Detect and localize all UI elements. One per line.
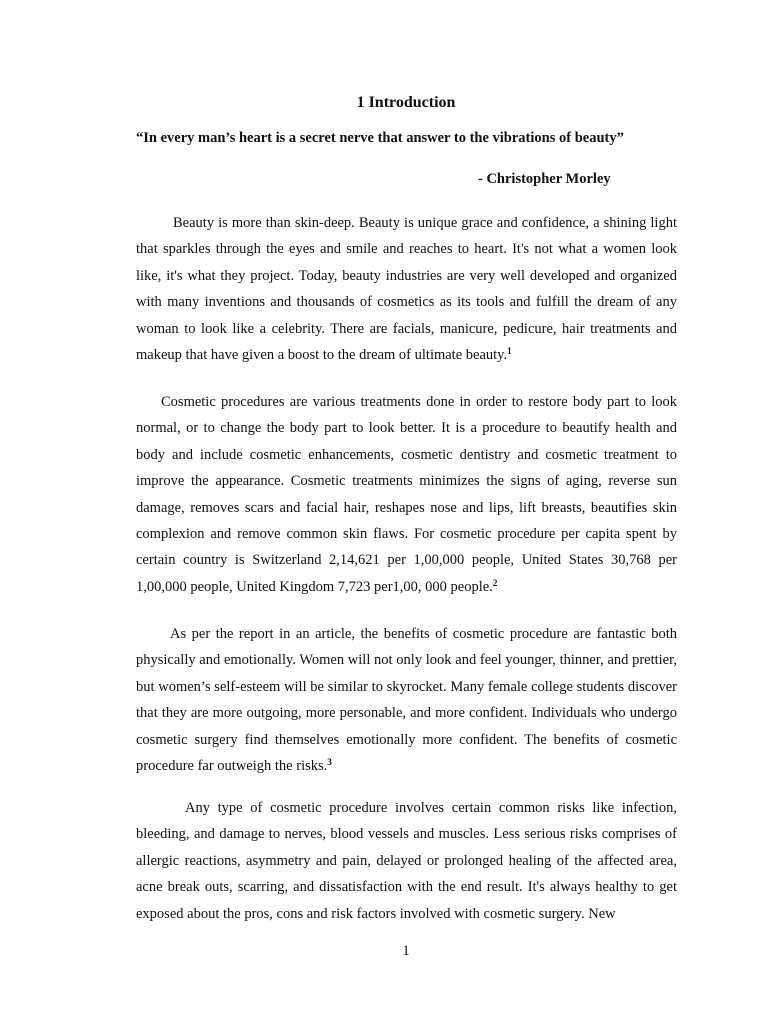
footnote-marker: 1 (507, 346, 512, 357)
body-paragraph-4 (136, 795, 677, 927)
epigraph-attribution: - Christopher Morley (478, 171, 611, 187)
paragraph-text: Beauty is more than skin-deep. Beauty is unique grace and confidence, a shining light that sparkles through the eyes and smile and reaches to heart. It's not what a women look like, it's what they project. Today, beauty industries are very well developed and organized with many inventions and thousands of cosmetics as its tools and fulfill the dream of any woman to look like a celebrity. There are facials, manicure, pedicure, hair treatments and makeup that have given a boost to the dream of ultimate beauty. (136, 215, 677, 364)
body-paragraph-2 (136, 389, 677, 600)
section-heading: 1 Introduction (356, 94, 456, 111)
paragraph-text: As per the report in an article, the benefits of cosmetic procedure are fantastic both physically and emotionally. Women will not only look and feel younger, thinner, and prettier, but women’s self-esteem will be similar to skyrocket. Many female college students discover that they are more outgoing, more personable, and more confident. Individuals who undergo cosmetic surgery find themselves emotionally more confident. The benefits of cosmetic procedure far outweigh the risks. (136, 626, 677, 775)
epigraph-quote: “In every man’s heart is a secret nerve that answer to the vibrations of beauty” (136, 130, 624, 146)
footnote-marker: 2 (492, 577, 498, 588)
paragraph-text: Any type of cosmetic procedure involves certain common risks like infection, bleeding, and damage to nerves, blood vessels and muscles. Less serious risks comprises of allergic reactions, asymmetry and pain, delayed or prolonged healing of the affected area, acne break outs, scarring, and dissatisfaction with the end result. It's always healthy to get exposed about the pros, cons and risk factors involved with cosmetic surgery. New (136, 800, 677, 922)
body-paragraph-1 (136, 210, 677, 368)
body-paragraph-3 (136, 621, 677, 779)
footnote-marker: 3 (327, 757, 332, 768)
page-number: 1 (402, 943, 410, 959)
paragraph-text: Cosmetic procedures are various treatments done in order to restore body part to look normal, or to change the body part to look better. It is a procedure to beautify health and body and include cosmetic enhancements, cosmetic dentistry and cosmetic treatment to improve the appearance. Cosmetic treatments minimizes the signs of aging, reverse sun damage, removes scars and facial hair, reshapes nose and lips, lift breasts, beautifies skin complexion and remove common skin flaws. For cosmetic procedure per capita spent by certain country is Switzerland 2,14,621 per 1,00,000 people, United States 30,768 per 1,00,000 people, United Kingdom 7,723 per1,00, 000 people. (136, 394, 677, 595)
